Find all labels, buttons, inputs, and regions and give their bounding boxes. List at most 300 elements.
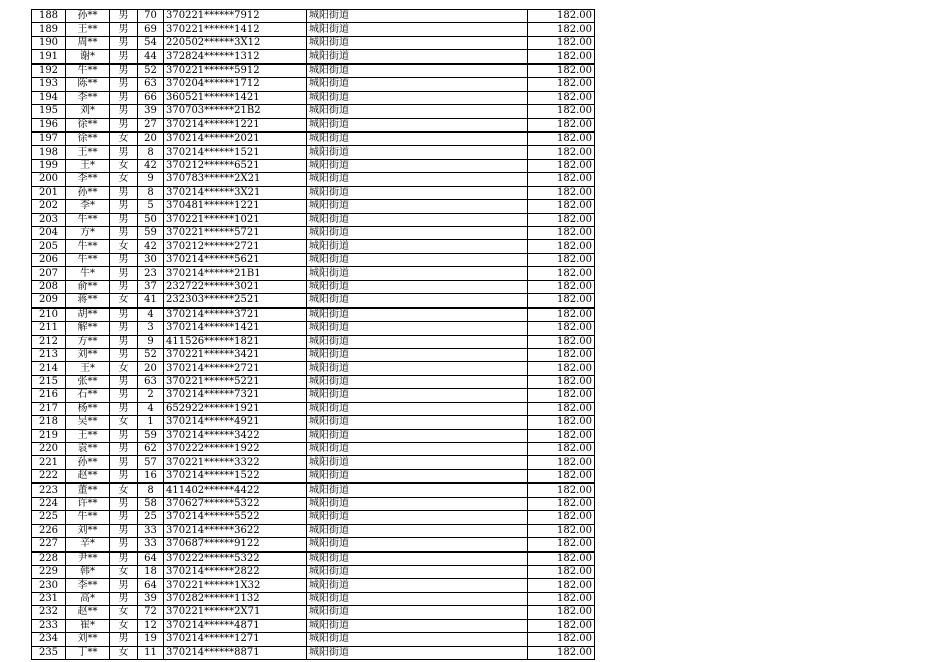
name-cell: 解** — [66, 322, 110, 335]
age-cell: 3 — [138, 322, 164, 335]
age-cell: 33 — [138, 538, 164, 552]
address-cell: 城阳街道 — [307, 200, 528, 213]
id-number-cell: 372824******1312 — [164, 50, 307, 64]
gender-cell: 男 — [110, 227, 138, 240]
gender-cell: 男 — [110, 10, 138, 23]
name-cell: 牛** — [66, 511, 110, 524]
row-number-cell: 200 — [32, 173, 66, 186]
age-cell: 23 — [138, 267, 164, 280]
address-cell: 城阳街道 — [307, 267, 528, 280]
id-number-cell: 370212******6521 — [164, 159, 307, 172]
amount-cell: 182.00 — [528, 362, 595, 375]
amount-cell: 182.00 — [528, 64, 595, 78]
amount-cell: 182.00 — [528, 294, 595, 308]
amount-cell: 182.00 — [528, 606, 595, 619]
id-number-cell: 370783******2X21 — [164, 173, 307, 186]
address-cell: 城阳街道 — [307, 565, 528, 578]
table-row — [32, 159, 595, 172]
name-cell: 刘** — [66, 348, 110, 361]
address-cell: 城阳街道 — [307, 348, 528, 361]
age-cell: 27 — [138, 118, 164, 132]
age-cell: 41 — [138, 294, 164, 308]
table-row — [32, 619, 595, 632]
id-number-cell: 370214******7321 — [164, 389, 307, 402]
address-cell: 城阳街道 — [307, 91, 528, 104]
row-number-cell: 218 — [32, 416, 66, 429]
address-cell: 城阳街道 — [307, 335, 528, 348]
age-cell: 58 — [138, 497, 164, 510]
name-cell: 李* — [66, 200, 110, 213]
gender-cell: 女 — [110, 294, 138, 308]
address-cell: 城阳街道 — [307, 606, 528, 619]
address-cell: 城阳街道 — [307, 36, 528, 49]
amount-cell: 182.00 — [528, 443, 595, 456]
table-row — [32, 105, 595, 118]
name-cell: 王** — [66, 429, 110, 442]
amount-cell: 182.00 — [528, 416, 595, 429]
age-cell: 39 — [138, 105, 164, 118]
row-number-cell: 229 — [32, 565, 66, 578]
table-row — [32, 78, 595, 91]
age-cell: 70 — [138, 10, 164, 23]
age-cell: 63 — [138, 78, 164, 91]
address-cell: 城阳街道 — [307, 322, 528, 335]
amount-cell: 182.00 — [528, 118, 595, 132]
id-number-cell: 370214******1421 — [164, 322, 307, 335]
name-cell: 谢* — [66, 50, 110, 64]
name-cell: 牛* — [66, 267, 110, 280]
address-cell: 城阳街道 — [307, 469, 528, 483]
id-number-cell: 370221******3421 — [164, 348, 307, 361]
gender-cell: 男 — [110, 78, 138, 91]
address-cell: 城阳街道 — [307, 280, 528, 293]
table-row — [32, 173, 595, 186]
age-cell: 59 — [138, 429, 164, 442]
amount-cell: 182.00 — [528, 253, 595, 266]
row-number-cell: 220 — [32, 443, 66, 456]
address-cell: 城阳街道 — [307, 132, 528, 146]
id-number-cell: 370214******1271 — [164, 633, 307, 646]
table-row — [32, 592, 595, 605]
address-cell: 城阳街道 — [307, 146, 528, 159]
table-row — [32, 253, 595, 266]
row-number-cell: 201 — [32, 186, 66, 199]
gender-cell: 男 — [110, 308, 138, 322]
amount-cell: 182.00 — [528, 389, 595, 402]
amount-cell: 182.00 — [528, 227, 595, 240]
id-number-cell: 370221******1021 — [164, 213, 307, 226]
amount-cell: 182.00 — [528, 280, 595, 293]
age-cell: 69 — [138, 23, 164, 36]
age-cell: 4 — [138, 402, 164, 415]
age-cell: 52 — [138, 348, 164, 361]
age-cell: 63 — [138, 375, 164, 388]
id-number-cell: 370214******3X21 — [164, 186, 307, 199]
gender-cell: 男 — [110, 50, 138, 64]
row-number-cell: 202 — [32, 200, 66, 213]
row-number-cell: 217 — [32, 402, 66, 415]
gender-cell: 女 — [110, 159, 138, 172]
id-number-cell: 370221******1412 — [164, 23, 307, 36]
table-row — [32, 524, 595, 537]
name-cell: 李** — [66, 579, 110, 592]
row-number-cell: 195 — [32, 105, 66, 118]
name-cell: 董** — [66, 483, 110, 497]
name-cell: 陈** — [66, 78, 110, 91]
age-cell: 44 — [138, 50, 164, 64]
address-cell: 城阳街道 — [307, 78, 528, 91]
name-cell: 赵** — [66, 606, 110, 619]
address-cell: 城阳街道 — [307, 362, 528, 375]
gender-cell: 女 — [110, 483, 138, 497]
table-row — [32, 186, 595, 199]
id-number-cell: 370204******1712 — [164, 78, 307, 91]
name-cell: 丁** — [66, 646, 110, 659]
gender-cell: 男 — [110, 592, 138, 605]
amount-cell: 182.00 — [528, 429, 595, 442]
gender-cell: 男 — [110, 23, 138, 36]
name-cell: 王** — [66, 23, 110, 36]
id-number-cell: 370627******5322 — [164, 497, 307, 510]
name-cell: 牛** — [66, 64, 110, 78]
gender-cell: 男 — [110, 280, 138, 293]
gender-cell: 男 — [110, 146, 138, 159]
table-row — [32, 456, 595, 469]
id-number-cell: 370221******1X32 — [164, 579, 307, 592]
name-cell: 李** — [66, 173, 110, 186]
address-cell: 城阳街道 — [307, 646, 528, 659]
id-number-cell: 370214******1522 — [164, 469, 307, 483]
address-cell: 城阳街道 — [307, 524, 528, 537]
table-row — [32, 483, 595, 497]
table-row — [32, 443, 595, 456]
table-row — [32, 552, 595, 566]
id-number-cell: 411402******4422 — [164, 483, 307, 497]
row-number-cell: 188 — [32, 10, 66, 23]
gender-cell: 男 — [110, 322, 138, 335]
address-cell: 城阳街道 — [307, 118, 528, 132]
id-number-cell: 370221******5721 — [164, 227, 307, 240]
age-cell: 33 — [138, 524, 164, 537]
id-number-cell: 411526******1821 — [164, 335, 307, 348]
id-number-cell: 370212******2721 — [164, 240, 307, 253]
age-cell: 42 — [138, 159, 164, 172]
age-cell: 20 — [138, 132, 164, 146]
row-number-cell: 228 — [32, 552, 66, 566]
name-cell: 蒋** — [66, 294, 110, 308]
amount-cell: 182.00 — [528, 200, 595, 213]
age-cell: 8 — [138, 483, 164, 497]
table-row — [32, 227, 595, 240]
address-cell: 城阳街道 — [307, 429, 528, 442]
table-row — [32, 64, 595, 78]
gender-cell: 男 — [110, 186, 138, 199]
row-number-cell: 225 — [32, 511, 66, 524]
gender-cell: 女 — [110, 416, 138, 429]
table-row — [32, 389, 595, 402]
amount-cell: 182.00 — [528, 592, 595, 605]
id-number-cell: 370221******2X71 — [164, 606, 307, 619]
row-number-cell: 206 — [32, 253, 66, 266]
id-number-cell: 370214******2721 — [164, 362, 307, 375]
gender-cell: 女 — [110, 132, 138, 146]
age-cell: 9 — [138, 335, 164, 348]
name-cell: 方* — [66, 227, 110, 240]
id-number-cell: 370221******5912 — [164, 64, 307, 78]
row-number-cell: 190 — [32, 36, 66, 49]
name-cell: 王* — [66, 159, 110, 172]
gender-cell: 男 — [110, 118, 138, 132]
age-cell: 18 — [138, 565, 164, 578]
name-cell: 徐** — [66, 132, 110, 146]
amount-cell: 182.00 — [528, 335, 595, 348]
id-number-cell: 370214******8871 — [164, 646, 307, 659]
table-row — [32, 646, 595, 659]
gender-cell: 男 — [110, 469, 138, 483]
row-number-cell: 191 — [32, 50, 66, 64]
age-cell: 12 — [138, 619, 164, 632]
table-row — [32, 362, 595, 375]
table-row — [32, 565, 595, 578]
age-cell: 39 — [138, 592, 164, 605]
name-cell: 王** — [66, 146, 110, 159]
amount-cell: 182.00 — [528, 50, 595, 64]
id-number-cell: 370214******3422 — [164, 429, 307, 442]
id-number-cell: 652922******1921 — [164, 402, 307, 415]
row-number-cell: 230 — [32, 579, 66, 592]
address-cell: 城阳街道 — [307, 633, 528, 646]
id-number-cell: 370214******1521 — [164, 146, 307, 159]
id-number-cell: 370214******3622 — [164, 524, 307, 537]
name-cell: 俞** — [66, 280, 110, 293]
name-cell: 胡** — [66, 308, 110, 322]
table-row — [32, 213, 595, 226]
table-row — [32, 511, 595, 524]
amount-cell: 182.00 — [528, 633, 595, 646]
address-cell: 城阳街道 — [307, 497, 528, 510]
id-number-cell: 370214******2822 — [164, 565, 307, 578]
amount-cell: 182.00 — [528, 646, 595, 659]
name-cell: 牛** — [66, 213, 110, 226]
id-number-cell: 370214******5621 — [164, 253, 307, 266]
gender-cell: 男 — [110, 552, 138, 566]
row-number-cell: 222 — [32, 469, 66, 483]
id-number-cell: 370687******9122 — [164, 538, 307, 552]
amount-cell: 182.00 — [528, 36, 595, 49]
gender-cell: 男 — [110, 429, 138, 442]
amount-cell: 182.00 — [528, 132, 595, 146]
id-number-cell: 370214******1221 — [164, 118, 307, 132]
row-number-cell: 232 — [32, 606, 66, 619]
table-row — [32, 375, 595, 388]
address-cell: 城阳街道 — [307, 50, 528, 64]
address-cell: 城阳街道 — [307, 227, 528, 240]
gender-cell: 女 — [110, 362, 138, 375]
amount-cell: 182.00 — [528, 497, 595, 510]
name-cell: 牛** — [66, 253, 110, 266]
row-number-cell: 193 — [32, 78, 66, 91]
address-cell: 城阳街道 — [307, 511, 528, 524]
table-row — [32, 50, 595, 64]
amount-cell: 182.00 — [528, 579, 595, 592]
age-cell: 57 — [138, 456, 164, 469]
table-row — [32, 497, 595, 510]
address-cell: 城阳街道 — [307, 456, 528, 469]
address-cell: 城阳街道 — [307, 579, 528, 592]
age-cell: 72 — [138, 606, 164, 619]
table-row — [32, 402, 595, 415]
age-cell: 66 — [138, 91, 164, 104]
name-cell: 王* — [66, 362, 110, 375]
address-cell: 城阳街道 — [307, 64, 528, 78]
address-cell: 城阳街道 — [307, 159, 528, 172]
row-number-cell: 219 — [32, 429, 66, 442]
gender-cell: 男 — [110, 524, 138, 537]
id-number-cell: 370703******21B2 — [164, 105, 307, 118]
gender-cell: 男 — [110, 497, 138, 510]
age-cell: 11 — [138, 646, 164, 659]
gender-cell: 男 — [110, 253, 138, 266]
name-cell: 韩* — [66, 565, 110, 578]
table-row — [32, 294, 595, 308]
gender-cell: 男 — [110, 91, 138, 104]
row-number-cell: 197 — [32, 132, 66, 146]
row-number-cell: 214 — [32, 362, 66, 375]
amount-cell: 182.00 — [528, 469, 595, 483]
address-cell: 城阳街道 — [307, 416, 528, 429]
address-cell: 城阳街道 — [307, 173, 528, 186]
row-number-cell: 189 — [32, 23, 66, 36]
name-cell: 崔* — [66, 619, 110, 632]
amount-cell: 182.00 — [528, 240, 595, 253]
row-number-cell: 199 — [32, 159, 66, 172]
amount-cell: 182.00 — [528, 322, 595, 335]
amount-cell: 182.00 — [528, 23, 595, 36]
gender-cell: 男 — [110, 213, 138, 226]
row-number-cell: 209 — [32, 294, 66, 308]
table-row — [32, 429, 595, 442]
table-row — [32, 416, 595, 429]
address-cell: 城阳街道 — [307, 253, 528, 266]
amount-cell: 182.00 — [528, 538, 595, 552]
id-number-cell: 232303******2521 — [164, 294, 307, 308]
name-cell: 徐** — [66, 118, 110, 132]
age-cell: 50 — [138, 213, 164, 226]
table-row — [32, 200, 595, 213]
gender-cell: 男 — [110, 633, 138, 646]
id-number-cell: 220502******3X12 — [164, 36, 307, 49]
gender-cell: 女 — [110, 606, 138, 619]
address-cell: 城阳街道 — [307, 10, 528, 23]
age-cell: 52 — [138, 64, 164, 78]
gender-cell: 男 — [110, 105, 138, 118]
amount-cell: 182.00 — [528, 186, 595, 199]
amount-cell: 182.00 — [528, 159, 595, 172]
gender-cell: 男 — [110, 200, 138, 213]
amount-cell: 182.00 — [528, 10, 595, 23]
address-cell: 城阳街道 — [307, 619, 528, 632]
gender-cell: 男 — [110, 348, 138, 361]
id-number-cell: 370214******3721 — [164, 308, 307, 322]
gender-cell: 男 — [110, 511, 138, 524]
id-number-cell: 370282******1132 — [164, 592, 307, 605]
gender-cell: 男 — [110, 267, 138, 280]
id-number-cell: 370222******1922 — [164, 443, 307, 456]
gender-cell: 女 — [110, 646, 138, 659]
table-row — [32, 132, 595, 146]
row-number-cell: 210 — [32, 308, 66, 322]
amount-cell: 182.00 — [528, 105, 595, 118]
amount-cell: 182.00 — [528, 402, 595, 415]
name-cell: 高* — [66, 592, 110, 605]
row-number-cell: 226 — [32, 524, 66, 537]
amount-cell: 182.00 — [528, 213, 595, 226]
name-cell: 刘** — [66, 524, 110, 537]
gender-cell: 男 — [110, 36, 138, 49]
gender-cell: 男 — [110, 375, 138, 388]
row-number-cell: 211 — [32, 322, 66, 335]
age-cell: 54 — [138, 36, 164, 49]
row-number-cell: 215 — [32, 375, 66, 388]
age-cell: 42 — [138, 240, 164, 253]
name-cell: 牛** — [66, 240, 110, 253]
row-number-cell: 213 — [32, 348, 66, 361]
address-cell: 城阳街道 — [307, 552, 528, 566]
name-cell: 张** — [66, 375, 110, 388]
name-cell: 刘* — [66, 105, 110, 118]
age-cell: 8 — [138, 186, 164, 199]
row-number-cell: 223 — [32, 483, 66, 497]
age-cell: 9 — [138, 173, 164, 186]
row-number-cell: 208 — [32, 280, 66, 293]
table-row — [32, 146, 595, 159]
age-cell: 62 — [138, 443, 164, 456]
age-cell: 30 — [138, 253, 164, 266]
age-cell: 20 — [138, 362, 164, 375]
row-number-cell: 203 — [32, 213, 66, 226]
table-row — [32, 633, 595, 646]
address-cell: 城阳街道 — [307, 308, 528, 322]
address-cell: 城阳街道 — [307, 443, 528, 456]
name-cell: 周** — [66, 36, 110, 49]
table-row — [32, 348, 595, 361]
name-cell: 方** — [66, 335, 110, 348]
amount-cell: 182.00 — [528, 524, 595, 537]
table-body — [32, 10, 595, 660]
id-number-cell: 370481******1221 — [164, 200, 307, 213]
id-number-cell: 370214******5522 — [164, 511, 307, 524]
age-cell: 64 — [138, 579, 164, 592]
gender-cell: 男 — [110, 389, 138, 402]
address-cell: 城阳街道 — [307, 375, 528, 388]
row-number-cell: 224 — [32, 497, 66, 510]
name-cell: 石** — [66, 389, 110, 402]
id-number-cell: 370221******5221 — [164, 375, 307, 388]
address-cell: 城阳街道 — [307, 186, 528, 199]
age-cell: 8 — [138, 146, 164, 159]
amount-cell: 182.00 — [528, 78, 595, 91]
name-cell: 辛* — [66, 538, 110, 552]
gender-cell: 男 — [110, 335, 138, 348]
row-number-cell: 204 — [32, 227, 66, 240]
age-cell: 5 — [138, 200, 164, 213]
table-row — [32, 579, 595, 592]
table-row — [32, 335, 595, 348]
amount-cell: 182.00 — [528, 91, 595, 104]
amount-cell: 182.00 — [528, 308, 595, 322]
amount-cell: 182.00 — [528, 483, 595, 497]
amount-cell: 182.00 — [528, 619, 595, 632]
